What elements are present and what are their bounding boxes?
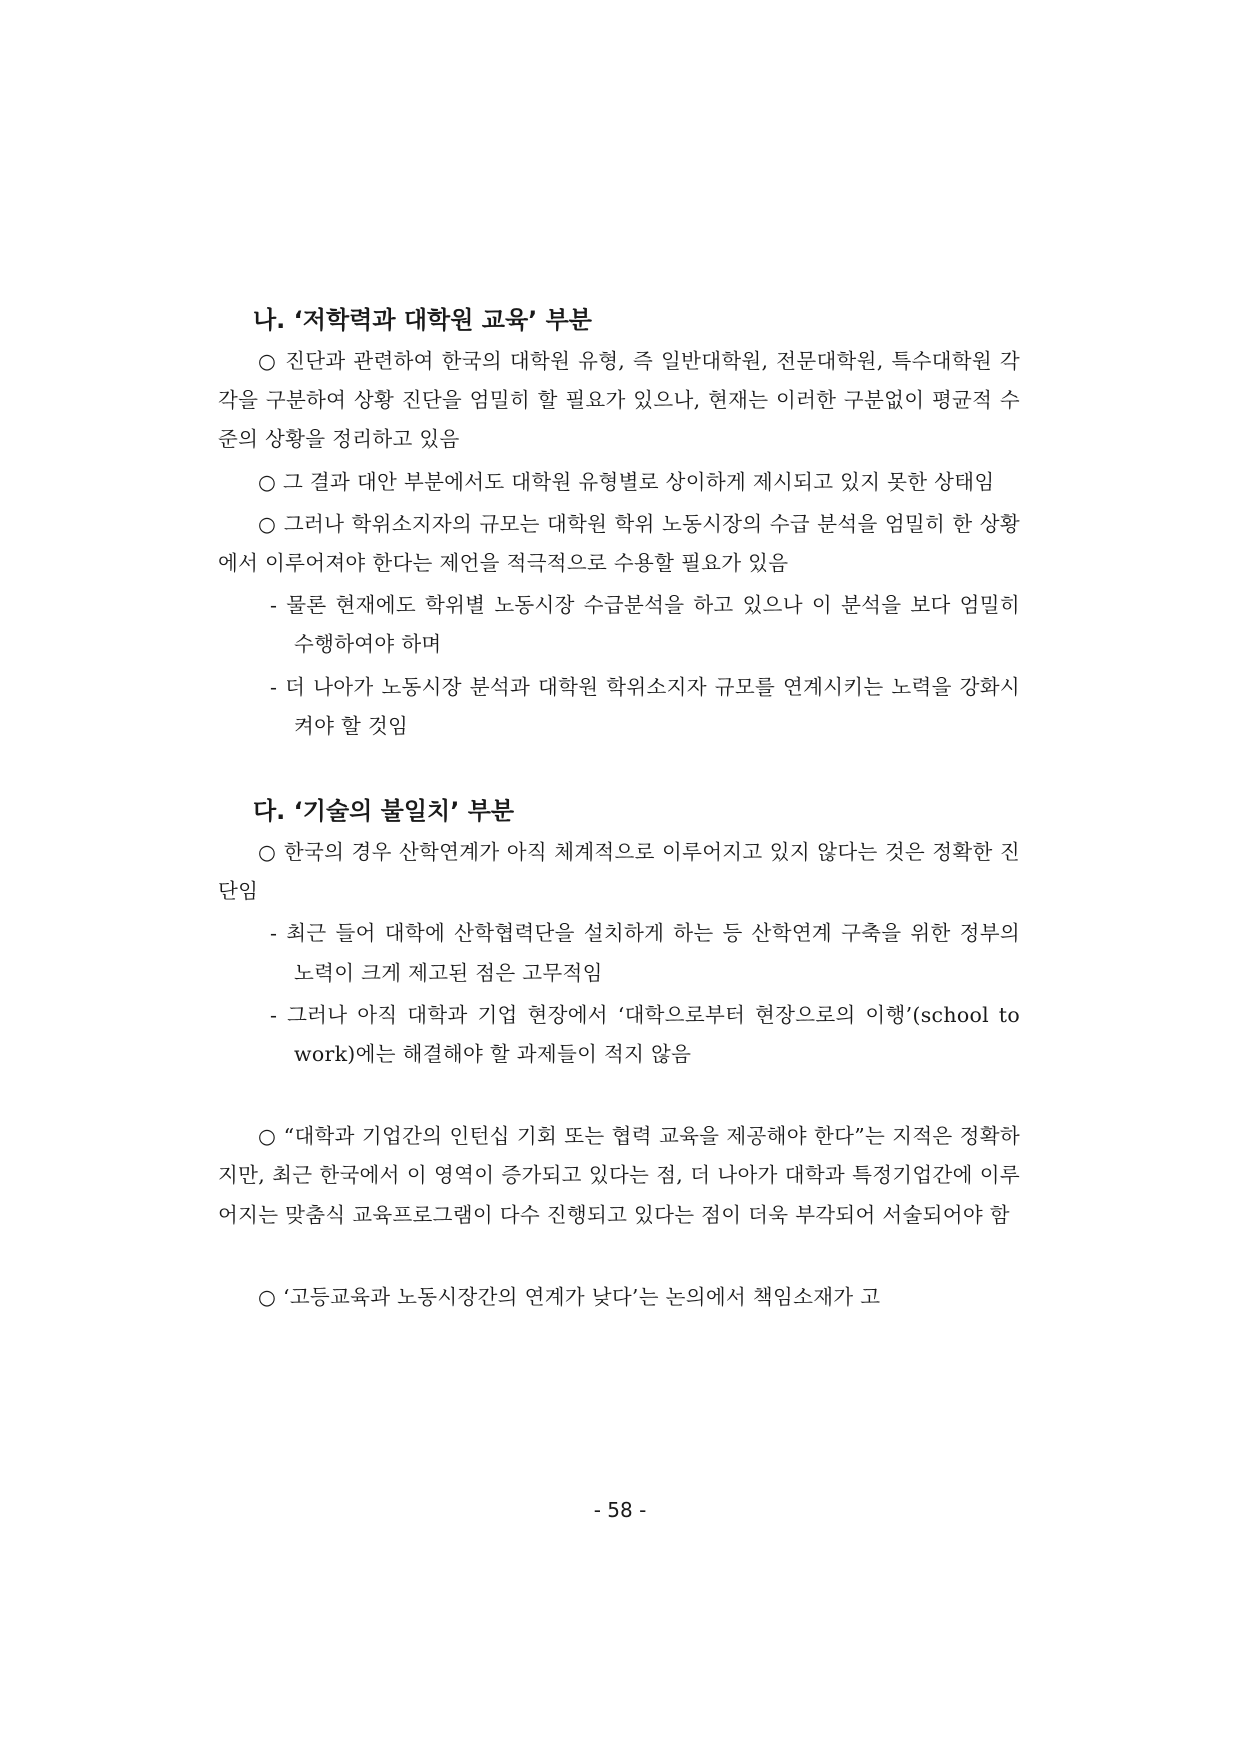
paragraph-responsibility: ○ ‘고등교육과 노동시장간의 연계가 낮다’는 논의에서 책임소재가 고 (258, 1284, 881, 1309)
sub-item-government-effort: - 최근 들어 대학에 산학협력단을 설치하게 하는 등 산학연계 구축을 위한 정부의 노력이 크게 제고된 점은 고무적임 (270, 921, 1020, 985)
page-number: - 58 - (593, 1498, 647, 1522)
paragraph-industry-linkage: ○ 한국의 경우 산학연계가 아직 체계적으로 이루어지고 있지 않다는 것은 정확한 진단임 (218, 840, 1020, 904)
paragraph-grad-types: ○ 진단과 관련하여 한국의 대학원 유형, 즉 일반대학원, 전문대학원, 특수대학원 각각을 구분하여 상황 진단을 엄밀히 할 필요가 있으나, 현재는 이러한 구분없이 평균적 수준의 상황을 정리하고 있음 (218, 349, 1020, 452)
sub-item-supply-analysis: - 물론 현재에도 학위별 노동시장 수급분석을 하고 있으나 이 분석을 보다 엄밀히 수행하여야 하며 (270, 593, 1020, 657)
document-body (218, 300, 1020, 1320)
paragraph-internship: ○ “대학과 기업간의 인턴십 기회 또는 협력 교육을 제공해야 한다”는 지적은 정확하지만, 최근 한국에서 이 영역이 증가되고 있다는 점, 더 나아가 대학과 특정기업간에 이루어지는 맞춤식 교육프로그램이 다수 진행되고 있다는 점이 더욱 부각되어 서술되어야 함 (218, 1124, 1020, 1227)
paragraph-alternatives: ○ 그 결과 대안 부분에서도 대학원 유형별로 상이하게 제시되고 있지 못한 상태임 (258, 469, 995, 494)
section-heading-na: 나. ‘저학력과 대학원 교육’ 부분 (253, 306, 592, 334)
sub-item-school-to-work: - 그러나 아직 대학과 기업 현장에서 ‘대학으로부터 현장으로의 이행’(school to work)에는 해결해야 할 과제들이 적지 않음 (270, 1002, 1020, 1067)
section-heading-da: 다. ‘기술의 불일치’ 부분 (253, 797, 515, 826)
paragraph-degree-holders: ○ 그러나 학위소지자의 규모는 대학원 학위 노동시장의 수급 분석을 엄밀히 한 상황에서 이루어져야 한다는 제언을 적극적으로 수용할 필요가 있음 (218, 511, 1020, 576)
sub-item-labor-market-link: - 더 나아가 노동시장 분석과 대학원 학위소지자 규모를 연계시키는 노력을 강화시켜야 할 것임 (270, 674, 1020, 738)
